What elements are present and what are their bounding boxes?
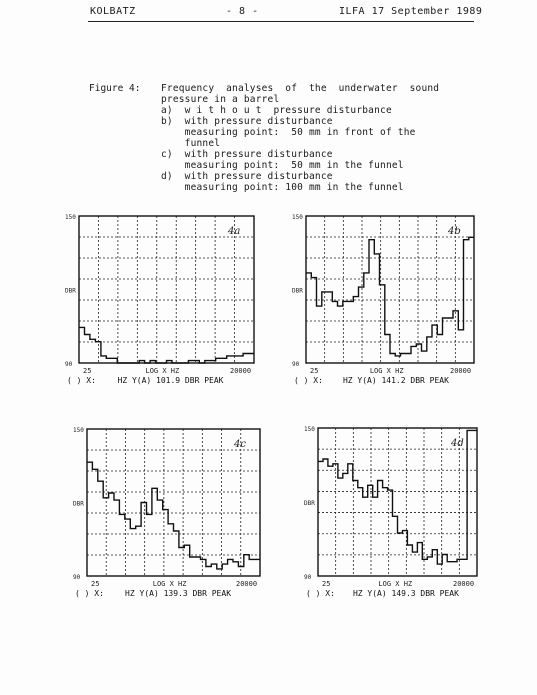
x-tick-start: 25 [91,580,100,588]
y-tick-label: 90 [73,574,81,581]
header-author: KOLBATZ [90,6,136,17]
header-page-number: - 8 - [226,6,259,17]
caption-line: d) with pressure disturbance [161,171,333,182]
caption-line: Frequency analyses of the underwater sound [161,83,440,94]
caption-line: measuring point: 50 mm in front of the [161,127,416,138]
y-tick-label: DBR [73,500,84,508]
chart-frame [79,216,254,363]
x-axis-scale-label: LOG X HZ [145,367,180,375]
chart-frame [318,428,477,576]
x-tick-start: 25 [322,580,331,588]
spectrum-chart-4d [304,426,477,598]
readout-cursor-label: ( ) X: [306,589,335,598]
y-tick-label: DBR [292,287,303,295]
header-event-date: ILFA 17 September 1989 [339,6,483,17]
readout-cursor-label: ( ) X: [67,376,96,385]
chart-corner-label: 4a [228,226,241,237]
readout-cursor-label: ( ) X: [75,589,104,598]
readout-footer: HZ Y(A) 141.2 DBR PEAK [342,376,449,385]
x-axis-scale-label: LOG X HZ [378,580,413,588]
y-tick-label: 150 [73,427,84,434]
caption-line: funnel [161,138,221,149]
y-tick-label: DBR [65,287,76,295]
spectrum-chart-4c [73,427,260,598]
y-tick-label: 150 [292,214,303,221]
spectrum-trace [87,462,260,569]
x-tick-start: 25 [310,367,319,375]
readout-footer: HZ Y(A) 101.9 DBR PEAK [117,376,224,385]
caption-line: measuring point: 50 mm in the funnel [161,160,404,171]
x-tick-start: 25 [83,367,92,375]
readout-cursor-label: ( ) X: [294,376,323,385]
caption-line: c) with pressure disturbance [161,149,333,160]
spectrum-chart-4b [292,214,474,385]
caption-line: pressure in a barrel [161,94,280,105]
chart-frame [87,429,260,576]
caption-line: a) w i t h o u t pressure disturbance [161,105,392,116]
y-tick-label: 90 [292,361,300,368]
figure-label: Figure 4: [89,83,141,94]
spectrum-trace [306,237,474,356]
x-tick-end: 20000 [230,367,252,375]
chart-corner-label: 4d [451,438,464,449]
spectrum-trace [318,430,477,564]
x-tick-end: 20000 [453,580,475,588]
y-tick-label: 90 [65,361,73,368]
chart-corner-label: 4c [234,439,246,450]
chart-grid [318,428,477,576]
caption-line: b) with pressure disturbance [161,116,333,127]
y-tick-label: 150 [304,426,315,433]
readout-footer: HZ Y(A) 139.3 DBR PEAK [125,589,232,598]
chart-corner-label: 4b [448,226,461,237]
chart-grid [87,429,260,576]
readout-footer: HZ Y(A) 149.3 DBR PEAK [352,589,459,598]
y-tick-label: 150 [65,214,76,221]
spectrum-chart-4a [65,214,254,385]
spectrum-trace [79,327,254,363]
caption-line: measuring point: 100 mm in the funnel [161,182,404,193]
y-tick-label: DBR [304,500,315,507]
x-axis-scale-label: LOG X HZ [369,367,404,375]
x-tick-end: 20000 [450,367,472,375]
x-axis-scale-label: LOG X HZ [152,580,187,588]
y-tick-label: 90 [304,574,312,581]
chart-grid [79,216,254,363]
x-tick-end: 20000 [236,580,258,588]
